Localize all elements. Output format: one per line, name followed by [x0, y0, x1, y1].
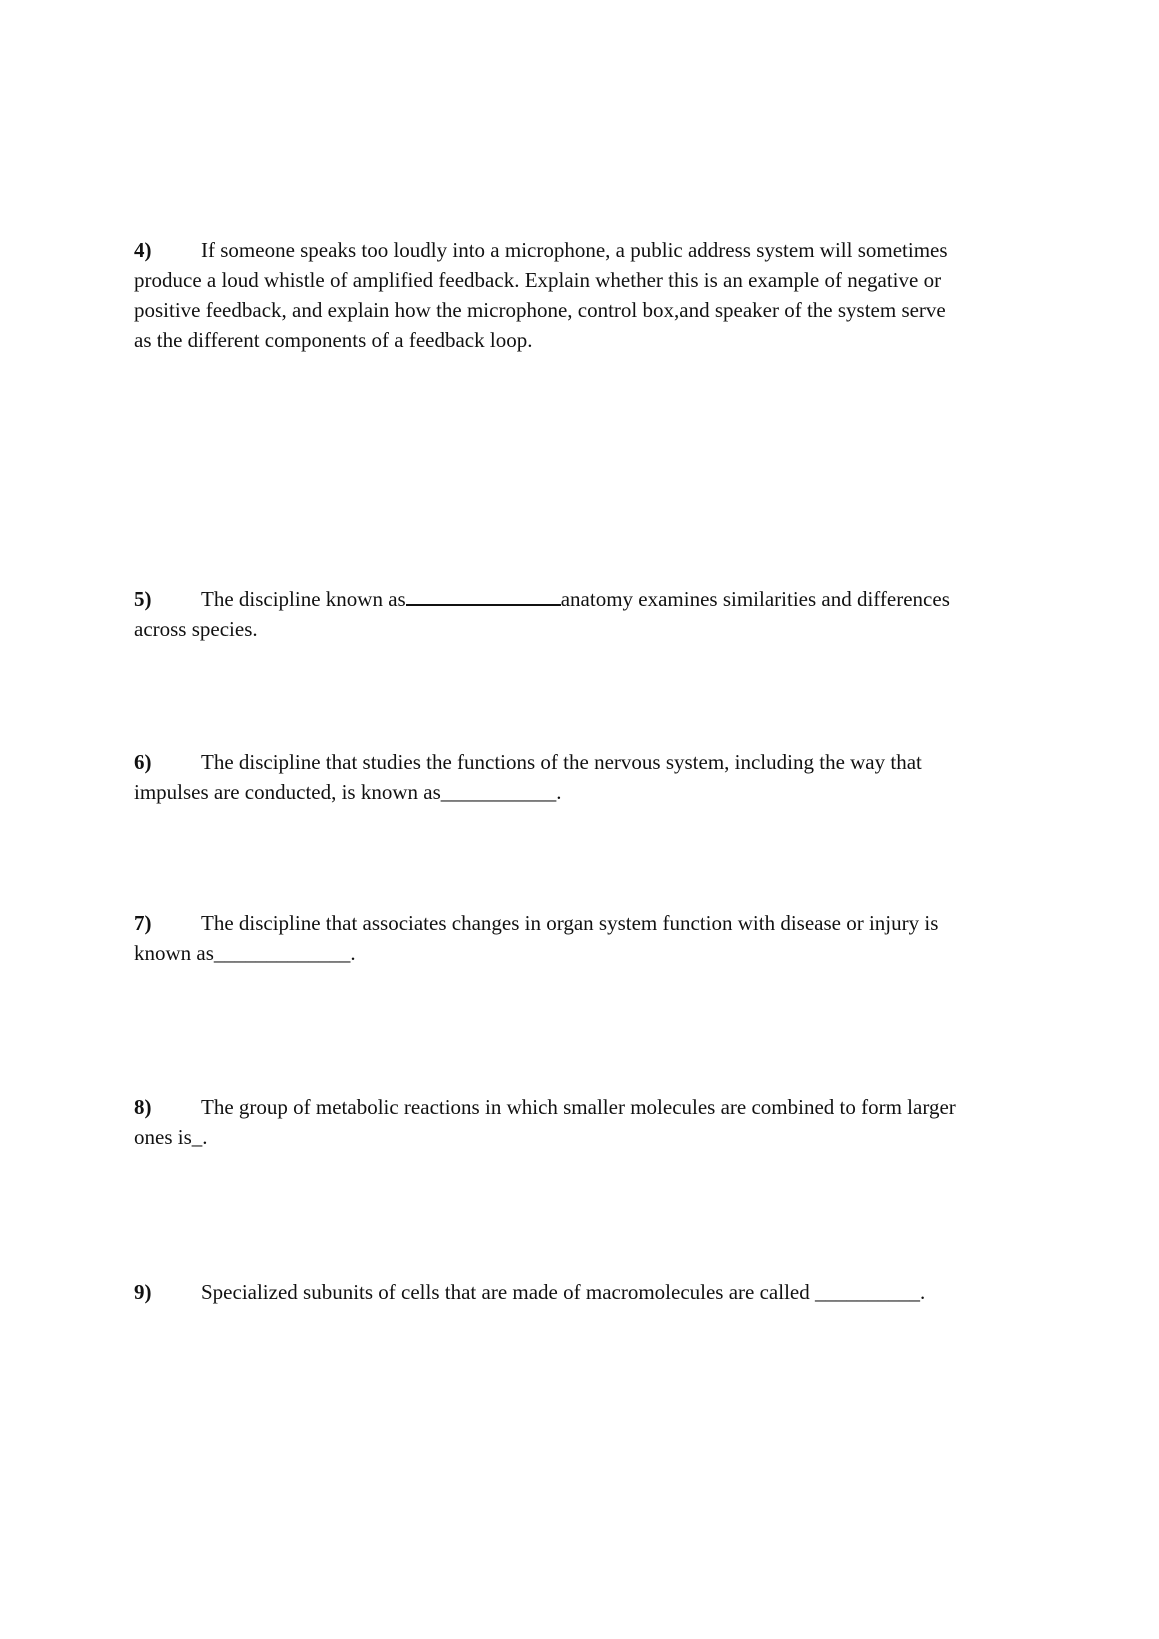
question-text: The discipline known as: [201, 587, 406, 611]
question-number: 4): [134, 238, 152, 262]
question-text: positive feedback, and explain how the microphone, control box,and speaker of the system serve: [134, 298, 946, 322]
question-text: as the different components of a feedback loop.: [134, 328, 533, 352]
question-text: ones is_.: [134, 1125, 208, 1149]
question-7: [134, 908, 1014, 968]
question-text: impulses are conducted, is known as___________.: [134, 780, 562, 804]
question-text: The discipline that associates changes in organ system function with disease or injury is: [201, 911, 939, 935]
question-text: The group of metabolic reactions in which smaller molecules are combined to form larger: [201, 1095, 956, 1119]
question-text: produce a loud whistle of amplified feedback. Explain whether this is an example of negative or: [134, 268, 942, 292]
question-number: 5): [134, 587, 152, 611]
question-number: 6): [134, 750, 152, 774]
question-number: 8): [134, 1095, 152, 1119]
question-6: [134, 747, 1014, 807]
question-number: 9): [134, 1280, 152, 1304]
question-text: If someone speaks too loudly into a microphone, a public address system will sometimes: [201, 238, 948, 262]
question-9: [134, 1277, 1014, 1307]
question-number: 7): [134, 911, 152, 935]
question-text: known as_____________.: [134, 941, 356, 965]
answer-blank[interactable]: [406, 584, 561, 606]
question-text: The discipline that studies the functions of the nervous system, including the way that: [201, 750, 922, 774]
question-text: across species.: [134, 617, 258, 641]
question-text: anatomy examines similarities and differences: [560, 587, 950, 611]
question-8: [134, 1092, 1014, 1152]
question-text: Specialized subunits of cells that are made of macromolecules are called __________.: [201, 1280, 926, 1304]
question-5: [134, 584, 1014, 644]
question-4: [134, 235, 1014, 355]
